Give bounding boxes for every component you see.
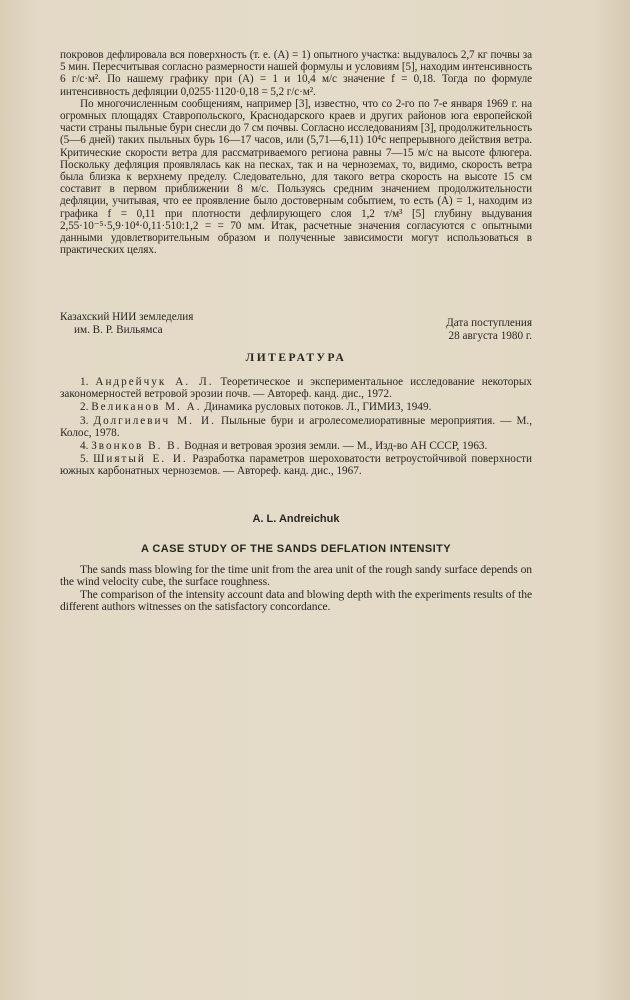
institute-name: Казахский НИИ земледелия [60,311,194,323]
english-abstract [60,564,532,614]
reference-number: 1. [80,376,89,388]
reference-author: Долгилевич М. И. [93,414,216,427]
body-paragraph-1: покровов дефлировала вся поверхность (т. е. (A) = 1) опытного участка: выдувалось 2,7 кг почвы за 5 мин. Пересчитывая согласно размерности нашей формулы и условиям [5], находим интенсивность 6 г/с·м². По нашему графику при (A) = 1 и 10,4 м/с значение f = 0,18. Тогда по формуле интенсивность дефляции 0,0255·1120·0,18 = 5,2 г/с·м². [60,49,532,98]
reference-text: Пыльные бури и агролесомелиоративные мероприятия. — М., Колос, 1978. [60,414,532,439]
reference-text: Разработка параметров шероховатости ветроустойчивой поверхности южных карбонатных черноземов. — Автореф. канд. дис., 1967. [60,453,532,478]
reference-item [60,376,532,400]
body-paragraph-2: По многочисленным сообщениям, например [3], известно, что со 2-го по 7-е января 1969 г. на огромных площадях Ставропольского, Краснодарского краев и других районов юга европейской части страны пыльные бури снесли до 7 см почвы. Согласно исследованиям [3], продолжительность (5—6 дней) таких пыльных бурь 16—17 часов, или (5,71—6,11) 10⁴с непрерывного действия ветра. Критические скорости ветра для рассматриваемого региона равны 7—15 м/с на высоте флюгера. Поскольку дефляция проявлялась как на песках, так и на черноземах, то, видимо, скорость ветра была близка к верхнему пределу. Следовательно, для такого ветра скорость на высоте 15 см составит в первом приближении 8 м/с. Пользуясь средним значением продолжительности дефляции, учитывая, что ее проявление было достоверным событием, то есть (A) = 1, находим из графика f = 0,11 при плотности дефлирующего слоя 1,2 т/м³ [5] глубину выдувания 2,55·10⁻⁵·5,9·10⁴·0,11·510:1,2 = = 70 мм. Итак, расчетные значения согласуются с опытными данными удовлетворительным образом и полученные зависимости могут использоваться в практических целях. [60,97,532,257]
received-date-block [446,317,532,342]
reference-author: Андрейчук А. Л. [95,376,214,388]
reference-number: 5. [80,453,89,466]
abstract-paragraph-1: The sands mass blowing for the time unit from the area unit of the rough sandy surface depends on the wind velocity cube, the surface roughness. [60,563,532,589]
reference-author: Шиятый Е. И. [93,453,188,466]
affiliation-block [60,311,532,351]
english-author: A. L. Andreichuk [252,513,340,525]
reference-text: Теоретическое и экспериментальное исследование некоторых закономерностей ветровой эрозии почв. — Автореф. канд. дис., 1972. [60,376,533,401]
reference-number: 3. [80,414,89,427]
reference-text: Динамика русловых потоков. Л., ГИМИЗ, 1949. [204,401,432,414]
institute [60,311,193,336]
references-list [60,376,532,479]
reference-author: Великанов М. А. [91,401,202,414]
main-text [60,49,532,256]
reference-item [60,401,532,413]
reference-number: 2. [80,401,89,414]
reference-author: Звонков В. В. [91,440,182,453]
reference-item [60,415,532,439]
institute-name-suffix: им. В. Р. Вильямса [74,323,163,336]
received-date: 28 августа 1980 г. [448,329,532,342]
references-heading: ЛИТЕРАТУРА [245,352,347,364]
english-title: A CASE STUDY OF THE SANDS DEFLATION INTENSITY [141,543,451,555]
reference-number: 4. [80,440,89,453]
reference-item [60,440,532,452]
abstract-paragraph-2: The comparison of the intensity account data and blowing depth with the experiments results of the different authors witnesses on the satisfactory concordance. [60,587,532,614]
received-label: Дата поступления [446,317,532,329]
reference-text: Водная и ветровая эрозия земли. — М., Изд-во АН СССР, 1963. [184,440,488,453]
reference-item [60,453,532,477]
